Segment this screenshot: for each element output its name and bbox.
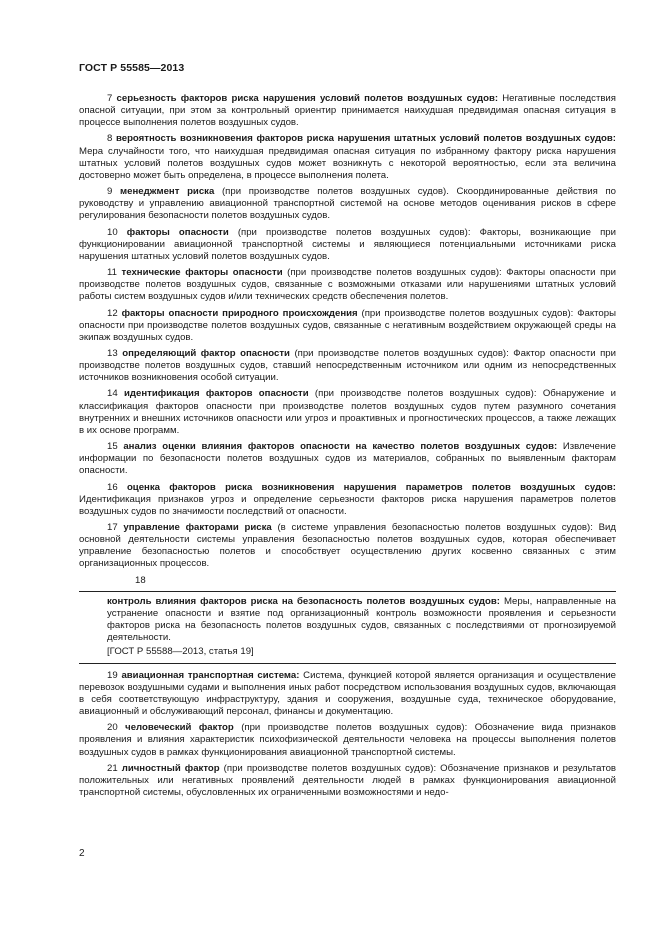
term-entry xyxy=(79,763,616,799)
standard-reference: [ГОСТ Р 55588—2013, статья 19] xyxy=(107,646,254,658)
term-number: 15 xyxy=(107,441,118,453)
term-definition: Мера случайности того, что наихудшая предвидимая опасная ситуация по избранному фактору риска нарушения штатных условий полетов воздушных судов может возникнуть с некоторой вероятностью, если эта величина достоверно может быть определена, в процессе выполнения полета. xyxy=(79,145,616,181)
term-number: 8 xyxy=(107,133,113,145)
document-body xyxy=(79,93,616,803)
term-entry xyxy=(79,186,616,222)
term-entry xyxy=(79,441,616,477)
term-number: 11 xyxy=(107,267,117,279)
term-name: серьезность факторов риска нарушения условий полетов воздушных судов: xyxy=(116,93,499,104)
term-definition: (при производстве полетов воздушных судов): Фактор опасности при производстве полетов воздушных судов, ставший непосредственным источником или одним из непосредственных источников возникновения особой ситуации. xyxy=(79,347,616,384)
term-name: авиационная транспортная система: xyxy=(121,669,300,681)
term-entry xyxy=(79,267,616,303)
term-entry xyxy=(79,348,616,384)
term-entry xyxy=(79,93,616,129)
term-number: 17 xyxy=(107,522,118,533)
term-entry xyxy=(79,722,616,758)
term-number: 14 xyxy=(107,388,118,400)
term-entry xyxy=(79,670,616,719)
terms-list xyxy=(79,93,616,571)
term-definition: Негативные последствия опасной ситуации, при этом за контрольный ориентир принимается наихудшая предвидимая опасная ситуация в процессе выполнения полетов воздушных судов. xyxy=(79,93,616,129)
term-definition: (при производстве полетов воздушных судов): Обнаружение и классификация факторов опасности при производстве полетов воздушных судов путем разумного сочетания внутренних и внешних источников опасности или угроз и проактивных и прогностических процессов, а также лежащих в их основе программ. xyxy=(79,388,616,436)
terms-list-continued xyxy=(79,670,616,800)
term-definition: (при производстве полетов воздушных судов): Обозначение признаков и результатов положительных или негативных проявлений деятельности людей в рамках функционирования авиационной транспортной системы, обусловленных их ограниченными возможностями и недо- xyxy=(79,762,616,798)
term-definition: (при производстве полетов воздушных судов): Факторы опасности при производстве полетов воздушных судов, связанные с негативным воздействием окружающей среды на экипаж воздушных судов. xyxy=(79,307,616,343)
term-definition: (при производстве полетов воздушных судов): Факторы опасности при производстве полетов воздушных судов, связанные с возможными отказами или нарушениями штатных условий работы систем воздушных судов и/или технических средств обеспечения полетов. xyxy=(79,267,616,303)
referenced-term-name: контроль влияния факторов риска на безопасность полетов воздушных судов: xyxy=(107,595,500,607)
term-number: 9 xyxy=(107,186,113,198)
page-number: 2 xyxy=(79,848,85,859)
term-name: оценка факторов риска возникновения нарушения параметров полетов воздушных судов: xyxy=(126,481,616,493)
term-name: личностный фактор xyxy=(121,762,220,774)
term-entry xyxy=(79,522,616,571)
term-name: управление факторами риска xyxy=(123,522,272,533)
term-name: идентификация факторов опасности xyxy=(124,388,309,400)
term-number: 21 xyxy=(107,762,118,774)
term-definition: Система, функцией которой является организация и осуществление перевозок воздушными судами и выполнения иных работ посредством использования воздушных судов, включающая в себя соответствующую инфраструктуру, здания и сооружения, воздушные суда, техническое оборудование, авиационный и обслуживающий персонал, финансы и документацию. xyxy=(79,669,617,718)
term-number: 19 xyxy=(107,669,118,681)
term-name: менеджмент риска xyxy=(120,186,215,198)
term-number: 12 xyxy=(107,307,118,319)
term-number: 7 xyxy=(107,93,113,104)
term-name: факторы опасности xyxy=(126,226,229,238)
referenced-term-text xyxy=(107,596,616,645)
term-name: технические факторы опасности xyxy=(121,267,283,279)
term-number: 10 xyxy=(107,226,118,238)
term-name: анализ оценки влияния факторов опасности на качество полетов воздушных судов: xyxy=(123,441,558,453)
term-definition: (при производстве полетов воздушных судов): Факторы, возникающие при функционировании авиационной транспортной системы и являющиеся потенциальными источниками риска нарушения штатных условий полетов воздушных судов. xyxy=(79,226,616,262)
referenced-term-definition: Меры, направленные на устранение опасности и взятие под организационный контроль возможности проявления и серьезности факторов риска на безопасность полетов воздушных судов, связанных с последствиями от прогнозируемой деятельности. xyxy=(107,595,616,644)
term-entry xyxy=(79,308,616,344)
term-name: определяющий фактор опасности xyxy=(122,347,290,359)
document-header: ГОСТ Р 55585—2013 xyxy=(79,62,185,74)
term-number: 13 xyxy=(107,347,118,359)
term-name: человеческий фактор xyxy=(125,722,234,734)
term-definition: (в системе управления безопасностью полетов воздушных судов): Вид основной деятельности системы управления безопасностью полетов воздушных судов, которая обеспечивает управление безопасностью полетов и способствует осуществлению других косвенно связанных с этим организационных процессов. xyxy=(79,522,616,570)
term-number: 20 xyxy=(107,722,118,734)
term-definition: (при производстве полетов воздушных судов). Скоординированные действия по руководству и управлению авиационной транспортной системой на основе методов оценивания рисков в сфере регулирования безопасности полетов воздушных судов. xyxy=(79,186,616,222)
term-entry xyxy=(79,388,616,437)
term-number-18: 18 xyxy=(135,574,146,586)
referenced-term-block xyxy=(79,591,616,664)
term-entry xyxy=(79,482,616,518)
term-entry xyxy=(79,227,616,263)
term-definition: Извлечение информации по безопасности полетов воздушных судов из материалов, собранных по выявленным факторам опасности. xyxy=(79,441,616,477)
term-definition: Идентификация признаков угроз и определение серьезности факторов риска нарушения параметров полетов воздушных судов по значимости последствий от опасности. xyxy=(79,493,616,517)
term-name: вероятность возникновения факторов риска нарушения штатных условий полетов воздушных судов: xyxy=(115,133,616,145)
term-name: факторы опасности природного происхождения xyxy=(121,307,358,319)
term-entry xyxy=(79,133,616,182)
term-definition: (при производстве полетов воздушных судов): Обозначение вида признаков проявления и влияния характеристик психофизической деятельности человека на процессы выполнения полетов воздушных судов в рамках функционирования авиационной транспортной системы. xyxy=(79,722,616,758)
term-number: 16 xyxy=(107,481,118,493)
